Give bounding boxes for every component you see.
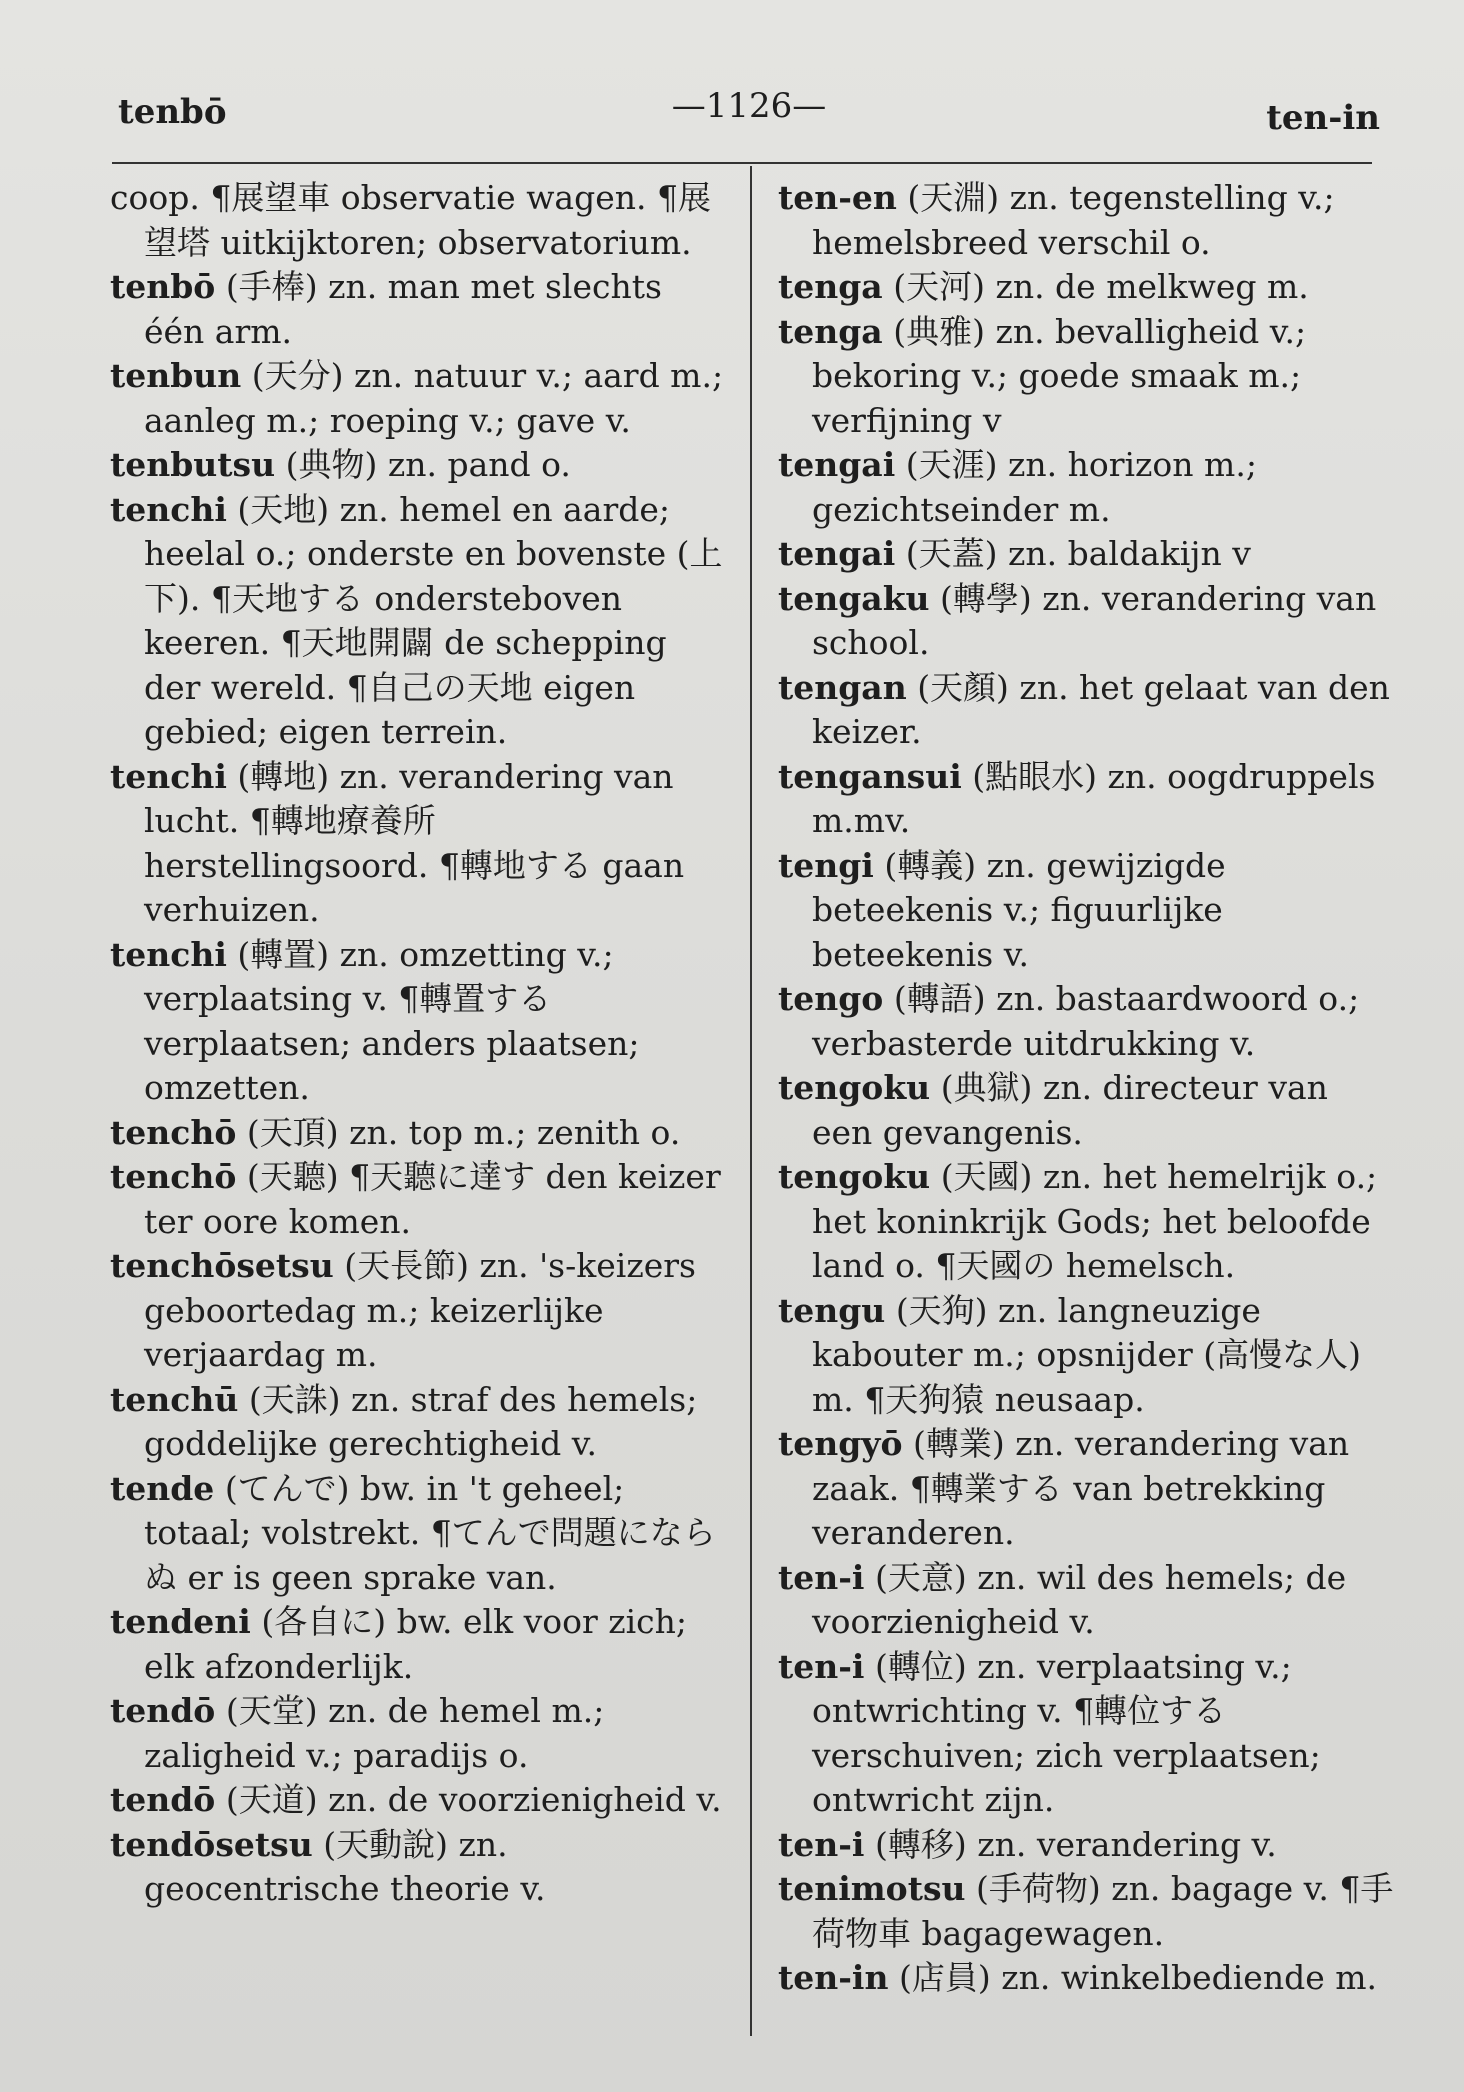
dictionary-entry	[778, 532, 1398, 577]
entry-headword: tenbun	[110, 356, 242, 395]
dictionary-entry	[110, 1823, 730, 1912]
dictionary-entry	[778, 755, 1398, 844]
entry-headword: ten-i	[778, 1824, 865, 1864]
dictionary-entry	[778, 310, 1398, 444]
dictionary-entry	[778, 577, 1398, 666]
entry-definition: (天意) zn. wil des hemels; de voorzienigheid v.	[812, 1557, 1347, 1641]
entry-definition: (天河) zn. de melkweg m.	[893, 267, 1309, 306]
entry-headword: ten-in	[778, 1958, 889, 1997]
dictionary-entry	[110, 1244, 730, 1378]
dictionary-entry	[778, 265, 1398, 310]
dictionary-entry	[778, 666, 1398, 755]
entry-definition: (轉移) zn. verandering v.	[874, 1824, 1277, 1864]
entry-headword: tengan	[778, 667, 907, 707]
entry-definition: (點眼水) zn. oogdruppels m.mv.	[812, 756, 1376, 840]
entry-headword: tengu	[778, 1290, 886, 1330]
entry-headword: tengai	[778, 534, 896, 573]
page-number: —1126—	[671, 86, 827, 126]
entry-definition: (天長節) zn. 's-keizers geboortedag m.; keizerlijke verjaardag m.	[144, 1246, 696, 1374]
entry-definition: (手荷物) zn. bagage v. ¶手荷物車 bagagewagen.	[812, 1869, 1394, 1953]
dictionary-entry	[778, 1645, 1398, 1823]
dictionary-entry	[110, 265, 730, 354]
entry-headword: tengoku	[778, 1068, 931, 1107]
entry-headword: tenchū	[110, 1379, 239, 1419]
entry-definition: (典物) zn. pand o.	[285, 445, 571, 484]
dictionary-entry	[778, 1556, 1398, 1645]
entry-definition: (天聽) ¶天聽に達す den keizer ter oore komen.	[144, 1157, 721, 1241]
entry-definition: (天顏) zn. het gelaat van den keizer.	[812, 667, 1390, 751]
header-right-guideword: ten-in	[1266, 98, 1380, 138]
dictionary-entry	[110, 933, 730, 1111]
entry-definition: (てんで) bw. in 't geheel; totaal; volstrekt. ¶てんで問題にならぬ er is geen sprake van.	[144, 1468, 716, 1597]
entry-definition: (天淵) zn. tegenstelling v.; hemelsbreed verschil o.	[812, 178, 1335, 262]
dictionary-entry	[778, 1289, 1398, 1423]
dictionary-entry	[110, 443, 730, 488]
dictionary-entry	[778, 176, 1398, 265]
entry-headword: tengi	[778, 845, 874, 885]
dictionary-entry	[110, 1155, 730, 1244]
entry-definition: (天國) zn. het hemelrijk o.; het koninkrijk Gods; het beloofde land o. ¶天國の hemelsch.	[812, 1157, 1378, 1285]
entry-definition: (天蓋) zn. baldakijn v	[905, 534, 1251, 573]
entry-definition: (天頂) zn. top m.; zenith o.	[246, 1112, 681, 1152]
entry-headword: tenchi	[110, 489, 227, 529]
entry-headword: tenimotsu	[778, 1869, 966, 1908]
entry-definition: (天狗) zn. langneuzige kabouter m.; opsnijder (高慢な人) m. ¶天狗猿 neusaap.	[812, 1290, 1361, 1419]
entry-definition: (天動說) zn. geocentrische theorie v.	[144, 1824, 546, 1908]
dictionary-entry	[110, 1111, 730, 1156]
dictionary-entry	[778, 1155, 1398, 1289]
entry-headword: ten-i	[778, 1557, 865, 1597]
entry-definition: (轉語) zn. bastaardwoord o.; verbasterde uitdrukking v.	[812, 979, 1360, 1063]
dictionary-entry	[110, 176, 730, 265]
dictionary-entry	[110, 488, 730, 755]
left-column	[110, 176, 730, 1912]
entry-definition: (天堂) zn. de hemel m.; zaligheid v.; paradijs o.	[144, 1691, 605, 1775]
entry-headword: tenbō	[110, 267, 216, 306]
entry-headword: tengo	[778, 979, 884, 1018]
entry-headword: tenga	[778, 267, 883, 306]
dictionary-entry	[110, 1467, 730, 1601]
entry-definition: (天分) zn. natuur v.; aard m.; aanleg m.; roeping v.; gave v.	[144, 356, 724, 440]
entry-definition: (典獄) zn. directeur van een gevangenis.	[812, 1068, 1328, 1152]
entry-headword: tenchi	[110, 756, 227, 796]
entry-headword: tenchi	[110, 934, 227, 974]
dictionary-entry	[110, 1689, 730, 1778]
dictionary-entry	[110, 1600, 730, 1689]
dictionary-entry	[778, 1956, 1398, 2001]
entry-headword: tengoku	[778, 1157, 931, 1196]
entry-definition: (天誅) zn. straf des hemels; goddelijke gerechtigheid v.	[144, 1379, 698, 1463]
entry-headword: tendō	[110, 1691, 216, 1730]
dictionary-entry	[778, 443, 1398, 532]
dictionary-entry	[778, 1867, 1398, 1956]
header-left-guideword: tenbō	[118, 92, 227, 132]
entry-headword: tengaku	[778, 578, 930, 618]
entry-headword: tenchō	[110, 1157, 237, 1196]
entry-definition: (轉位) zn. verplaatsing v.; ontwrichting v. ¶轉位する verschuiven; zich verplaatsen; ontwricht zijn.	[812, 1646, 1321, 1819]
entry-definition: (店員) zn. winkelbediende m.	[898, 1958, 1378, 1997]
entry-definition: (天道) zn. de voorzienigheid v.	[225, 1780, 722, 1819]
entry-definition: coop. ¶展望車 observatie wagen. ¶展望塔 uitkijktoren; observatorium.	[110, 178, 711, 262]
dictionary-entry	[110, 1378, 730, 1467]
entry-headword: tendeni	[110, 1602, 251, 1641]
entry-headword: tendōsetsu	[110, 1824, 313, 1864]
entry-definition: (轉業) zn. verandering van zaak. ¶轉業する van betrekking veranderen.	[812, 1424, 1350, 1552]
entry-definition: (轉地) zn. verandering van lucht. ¶轉地療養所 herstellingsoord. ¶轉地する gaan verhuizen.	[144, 756, 685, 929]
dictionary-entry	[778, 1066, 1398, 1155]
entry-headword: ten-i	[778, 1646, 865, 1686]
entry-headword: tenbutsu	[110, 445, 276, 484]
entry-definition: (轉置) zn. omzetting v.; verplaatsing v. ¶轉置する verplaatsen; anders plaatsen; omzetten.	[144, 934, 640, 1107]
right-column	[778, 176, 1398, 2001]
entry-definition: (轉義) zn. gewijzigde beteekenis v.; figuurlijke beteekenis v.	[812, 845, 1226, 974]
page-header	[118, 86, 1380, 152]
entry-headword: tengansui	[778, 756, 962, 796]
entry-headword: tengai	[778, 445, 896, 484]
entry-definition: (典雅) zn. bevalligheid v.; bekoring v.; goede smaak m.; verfijning v	[812, 311, 1307, 440]
entry-headword: tenchōsetsu	[110, 1246, 334, 1285]
entry-definition: (天涯) zn. horizon m.; gezichtseinder m.	[812, 445, 1257, 529]
dictionary-entry	[778, 977, 1398, 1066]
entry-definition: (天地) zn. hemel en aarde; heelal o.; onderste en bovenste (上下). ¶天地する ondersteboven keeren. ¶天地開闢 de schepping der wereld. ¶自己の天地 eigen gebied; eigen terrein.	[144, 489, 723, 751]
dictionary-entry	[778, 844, 1398, 978]
dictionary-entry	[778, 1823, 1398, 1868]
entry-headword: tengyō	[778, 1424, 903, 1463]
entry-definition: (手棒) zn. man met slechts één arm.	[144, 267, 662, 351]
entry-headword: tendō	[110, 1780, 216, 1819]
entry-headword: ten-en	[778, 178, 897, 217]
header-rule	[112, 162, 1372, 164]
dictionary-entry	[110, 354, 730, 443]
dictionary-entry	[778, 1422, 1398, 1556]
column-divider	[750, 166, 752, 2036]
entry-definition: (各自に) bw. elk voor zich; elk afzonderlijk.	[144, 1602, 688, 1686]
entry-definition: (轉學) zn. verandering van school.	[812, 578, 1377, 662]
dictionary-entry	[110, 755, 730, 933]
dictionary-entry	[110, 1778, 730, 1823]
entry-headword: tende	[110, 1468, 215, 1508]
entry-headword: tenga	[778, 311, 883, 351]
entry-headword: tenchō	[110, 1112, 237, 1152]
